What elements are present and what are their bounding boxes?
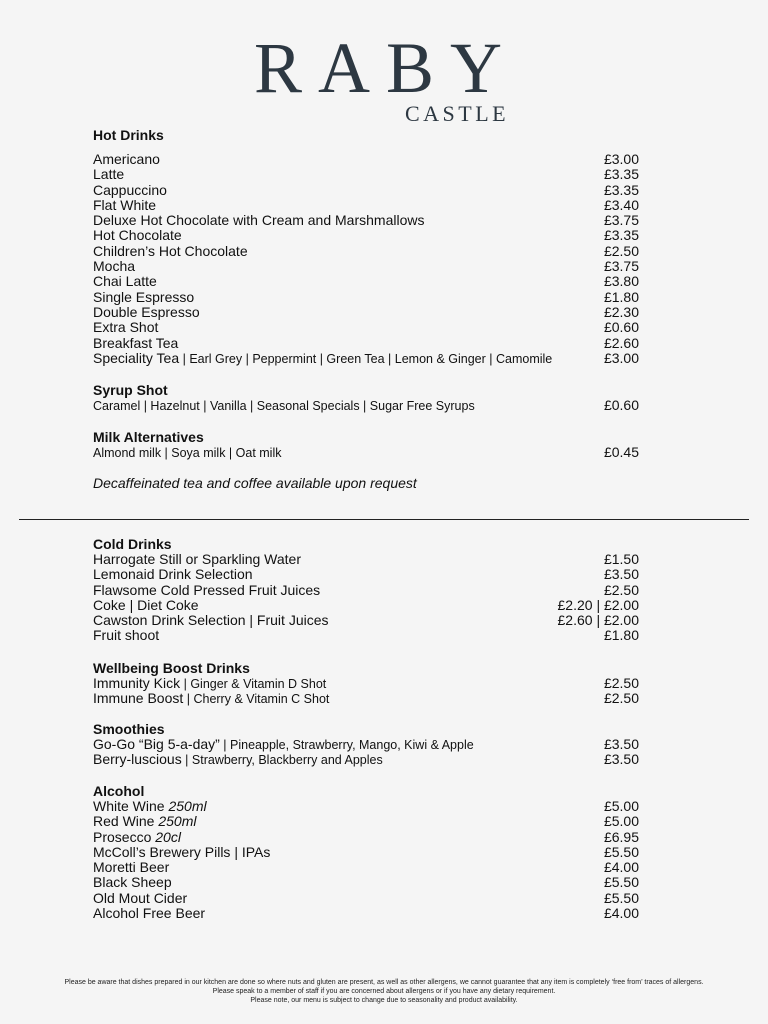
menu-item-price: £3.50 (603, 736, 639, 752)
menu-item-name (93, 198, 156, 213)
section-heading: Smoothies (93, 721, 165, 737)
section-heading: Alcohol (93, 783, 145, 799)
menu-item (93, 213, 639, 228)
item-name: Coke | Diet Coke (93, 596, 199, 613)
menu-item-price: £4.00 (603, 905, 639, 922)
section-heading: Hot Drinks (93, 127, 164, 143)
menu-item (93, 445, 639, 460)
item-name: Speciality Tea (93, 349, 180, 366)
menu-item-price: £0.60 (603, 397, 639, 413)
logo-subtitle: CASTLE (405, 101, 510, 126)
menu-item-name (93, 875, 172, 890)
menu-item (93, 613, 639, 628)
menu-item-name (93, 351, 552, 366)
item-name: Children’s Hot Chocolate (93, 242, 248, 259)
menu-item (93, 860, 639, 875)
menu-item-price: £1.80 (603, 288, 639, 305)
item-name: Deluxe Hot Chocolate with Cream and Marshmallows (93, 212, 425, 229)
menu-item (93, 183, 639, 198)
menu-item (93, 320, 639, 335)
menu-item (93, 336, 639, 351)
raby-castle-logo (0, 28, 768, 128)
menu-item-price: £3.35 (603, 166, 639, 183)
item-name: Flat White (93, 196, 157, 213)
menu-item (93, 552, 639, 567)
logo-title: RABY (254, 28, 519, 108)
menu-item-name (93, 183, 167, 198)
wellbeing-section (93, 660, 639, 707)
menu-item-price: £3.40 (603, 196, 639, 213)
syrup-shot-list (93, 398, 639, 413)
menu-item (93, 676, 639, 691)
wellbeing-list (93, 676, 639, 707)
section-divider (19, 519, 749, 520)
item-name: Red Wine (93, 813, 155, 830)
menu-item-price: £5.50 (603, 874, 639, 891)
menu-item-name (93, 320, 158, 335)
menu-item (93, 752, 639, 767)
menu-item-name (93, 167, 124, 182)
item-size: 250ml (154, 813, 197, 830)
menu-item-name (93, 598, 199, 613)
menu-item (93, 274, 639, 289)
menu-item (93, 152, 639, 167)
item-name: Alcohol Free Beer (93, 905, 206, 922)
item-name: Flawsome Cold Pressed Fruit Juices (93, 581, 321, 598)
item-name: Chai Latte (93, 273, 157, 290)
menu-item-price: £5.00 (603, 813, 639, 830)
menu-item (93, 737, 639, 752)
menu-item-name (93, 336, 178, 351)
menu-item-price: £5.00 (603, 798, 639, 814)
allergen-footer (0, 978, 768, 1005)
section-heading: Cold Drinks (93, 536, 172, 552)
menu-item-name (93, 752, 383, 767)
item-name: Harrogate Still or Sparkling Water (93, 551, 302, 567)
item-name: Extra Shot (93, 319, 159, 336)
menu-item-name (93, 628, 159, 643)
menu-item-name (93, 274, 157, 289)
decaf-note: Decaffeinated tea and coffee available upon request (93, 475, 417, 491)
menu-item (93, 691, 639, 706)
section-heading: Wellbeing Boost Drinks (93, 660, 250, 676)
menu-item-price: £3.00 (603, 349, 639, 366)
menu-item-price: £5.50 (603, 843, 639, 860)
item-detail: Caramel | Hazelnut | Vanilla | Seasonal Specials | Sugar Free Syrups (93, 399, 475, 413)
menu-item (93, 228, 639, 243)
menu-item-price: £2.50 (603, 690, 639, 707)
menu-item-name (93, 567, 253, 582)
menu-item-price: £3.75 (603, 258, 639, 275)
menu-item-price: £3.50 (603, 751, 639, 768)
menu-item-price: £2.50 (603, 675, 639, 691)
menu-item-name (93, 583, 320, 598)
footer-line: Please speak to a member of staff if you are concerned about allergens or if you have any dietary requirement. (212, 988, 556, 995)
item-name: Berry-luscious (93, 751, 182, 768)
cold-drinks-section (93, 536, 639, 644)
item-name: Go-Go “Big 5-a-day” (93, 736, 220, 752)
menu-item-price: £3.00 (603, 151, 639, 167)
menu-item-price: £2.50 (603, 242, 639, 259)
menu-item (93, 167, 639, 182)
menu-item-name (93, 445, 281, 460)
menu-item (93, 875, 639, 890)
item-name: Lemonaid Drink Selection (93, 566, 253, 583)
menu-item-name (93, 891, 187, 906)
menu-item-name (93, 213, 424, 228)
menu-item (93, 351, 639, 366)
item-name: Double Espresso (93, 303, 200, 320)
menu-item-name (93, 290, 194, 305)
item-name: Immune Boost (93, 690, 184, 707)
item-name: McColl’s Brewery Pills | IPAs (93, 843, 271, 860)
menu-item-price: £4.00 (603, 859, 639, 876)
item-name: Fruit shoot (93, 627, 160, 644)
menu-item-price: £2.20 | £2.00 (557, 596, 639, 613)
menu-item-price: £0.60 (603, 319, 639, 336)
menu-item (93, 906, 639, 921)
item-detail: | Pineapple, Strawberry, Mango, Kiwi & Apple (219, 738, 474, 752)
menu-item-price: £2.30 (603, 303, 639, 320)
menu-item-name (93, 398, 475, 413)
menu-item-name (93, 305, 200, 320)
menu-item-price: £6.95 (603, 828, 639, 845)
item-name: Americano (93, 151, 160, 167)
menu-item-name (93, 613, 329, 628)
milk-alternatives-list (93, 445, 639, 460)
menu-item-price: £1.80 (603, 627, 639, 644)
menu-item-name (93, 737, 474, 752)
item-name: Moretti Beer (93, 859, 170, 876)
menu-item-price: £3.50 (603, 566, 639, 583)
menu-item (93, 628, 639, 643)
item-name: Single Espresso (93, 288, 195, 305)
item-name: Breakfast Tea (93, 334, 179, 351)
footer-line: Please be aware that dishes prepared in our kitchen are done so where nuts and gluten are present, as well as other allergens, we cannot guarantee that any item is completely ‘free from’ traces of allergens. (64, 979, 704, 986)
menu-item-name (93, 152, 160, 167)
item-detail: | Strawberry, Blackberry and Apples (181, 753, 383, 768)
item-detail: | Earl Grey | Peppermint | Green Tea | Lemon & Ginger | Camomile (179, 351, 553, 366)
menu-item (93, 290, 639, 305)
menu-item (93, 814, 639, 829)
menu-item-price: £0.45 (603, 444, 639, 460)
menu-item (93, 830, 639, 845)
menu-item (93, 259, 639, 274)
menu-item-name (93, 259, 135, 274)
item-name: Mocha (93, 258, 136, 275)
item-detail: | Ginger & Vitamin D Shot (180, 677, 327, 691)
footer-line: Please note, our menu is subject to change due to seasonality and product availability. (250, 997, 518, 1004)
menu-item (93, 398, 639, 413)
item-name: White Wine (93, 798, 165, 814)
menu-item-name (93, 906, 205, 921)
menu-item-price: £1.50 (603, 551, 639, 567)
menu-item (93, 845, 639, 860)
menu-item-price: £5.50 (603, 889, 639, 906)
menu-item-name (93, 845, 270, 860)
menu-item-price: £3.35 (603, 181, 639, 198)
menu-item-name (93, 799, 207, 814)
menu-item-name (93, 860, 169, 875)
menu-item (93, 583, 639, 598)
item-name: Cappuccino (93, 181, 167, 198)
menu-item (93, 244, 639, 259)
menu-item (93, 567, 639, 582)
alcohol-list (93, 799, 639, 921)
menu-item-name (93, 244, 248, 259)
alcohol-section (93, 783, 639, 921)
menu-item (93, 198, 639, 213)
item-size: 20cl (151, 828, 181, 845)
hot-drinks-section (93, 127, 639, 366)
menu-item-price: £3.75 (603, 212, 639, 229)
item-size: 250ml (164, 798, 207, 814)
smoothies-list (93, 737, 639, 768)
syrup-shot-section (93, 382, 639, 413)
milk-alternatives-section (93, 429, 639, 460)
menu-item-price: £2.60 | £2.00 (557, 612, 639, 629)
item-name: Cawston Drink Selection | Fruit Juices (93, 612, 329, 629)
menu-item-price: £2.50 (603, 581, 639, 598)
menu-item (93, 305, 639, 320)
menu-item-price: £3.80 (603, 273, 639, 290)
menu-item-name (93, 676, 326, 691)
item-name: Prosecco (93, 828, 152, 845)
menu-item-name (93, 830, 181, 845)
menu-item-name (93, 552, 301, 567)
item-detail: | Cherry & Vitamin C Shot (183, 692, 330, 707)
menu-item (93, 891, 639, 906)
menu-item-price: £3.35 (603, 227, 639, 244)
menu-item (93, 799, 639, 814)
item-name: Latte (93, 166, 125, 183)
menu-item-price: £2.60 (603, 334, 639, 351)
item-name: Black Sheep (93, 874, 172, 891)
menu-item-name (93, 691, 329, 706)
menu-item (93, 598, 639, 613)
section-heading: Milk Alternatives (93, 429, 204, 445)
cold-drinks-list (93, 552, 639, 644)
menu-item-name (93, 228, 182, 243)
hot-drinks-list (93, 152, 639, 366)
item-name: Hot Chocolate (93, 227, 182, 244)
menu-item-name (93, 814, 197, 829)
item-name: Immunity Kick (93, 675, 181, 691)
section-heading: Syrup Shot (93, 382, 168, 398)
item-name: Old Mout Cider (93, 889, 188, 906)
item-detail: Almond milk | Soya milk | Oat milk (93, 446, 282, 460)
smoothies-section (93, 721, 639, 768)
